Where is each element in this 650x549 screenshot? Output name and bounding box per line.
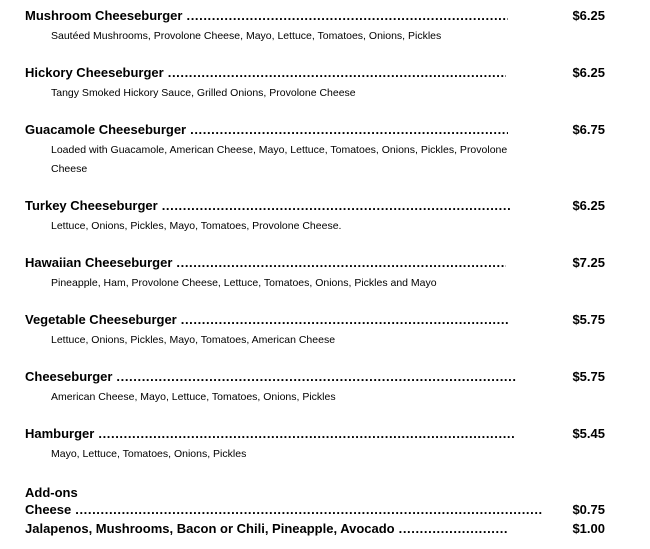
menu-item-line (25, 369, 605, 388)
item-price: $6.75 (572, 122, 605, 137)
item-name: Guacamole Cheeseburger (25, 122, 187, 137)
item-price: $6.25 (572, 8, 605, 23)
menu-item-mushroom-cheeseburger (25, 8, 605, 46)
menu (25, 8, 605, 540)
menu-item-line (25, 312, 605, 331)
item-name: Hawaiian Cheeseburger (25, 255, 173, 270)
item-description: Mayo, Lettuce, Tomatoes, Onions, Pickles (51, 448, 247, 460)
dot-leader (399, 521, 507, 536)
addon-price: $0.75 (572, 502, 605, 517)
dot-leader (116, 369, 516, 384)
item-price: $5.45 (572, 426, 605, 441)
item-price: $5.75 (572, 369, 605, 384)
dot-leader (181, 312, 509, 327)
addon-name: Cheese (25, 502, 72, 517)
item-name: Mushroom Cheeseburger (25, 8, 183, 23)
menu-item-line (25, 65, 605, 84)
item-description: Lettuce, Onions, Pickles, Mayo, Tomatoes, American Cheese (51, 334, 336, 346)
item-price: $6.25 (572, 198, 605, 213)
addon-toppings (25, 521, 605, 540)
item-description: Loaded with Guacamole, American Cheese, Mayo, Lettuce, Tomatoes, Onions, Pickles, Provolone Cheese (51, 144, 508, 175)
dot-leader (75, 502, 543, 517)
item-description: Pineapple, Ham, Provolone Cheese, Lettuce, Tomatoes, Onions, Pickles and Mayo (51, 277, 437, 289)
item-name: Vegetable Cheeseburger (25, 312, 177, 327)
menu-item-line (25, 426, 605, 445)
item-name: Turkey Cheeseburger (25, 198, 158, 213)
menu-item-cheeseburger (25, 369, 605, 407)
addon-price: $1.00 (572, 521, 605, 536)
item-price: $6.25 (572, 65, 605, 80)
menu-item-line (25, 8, 605, 27)
item-description: American Cheese, Mayo, Lettuce, Tomatoes, Onions, Pickles (51, 391, 336, 403)
dot-leader (190, 122, 508, 137)
menu-item-hickory-cheeseburger (25, 65, 605, 103)
menu-item-line (25, 122, 605, 141)
addons-section (25, 483, 605, 540)
item-description: Lettuce, Onions, Pickles, Mayo, Tomatoes, Provolone Cheese. (51, 220, 342, 232)
addons-title: Add-ons (25, 485, 78, 500)
dot-leader (98, 426, 516, 441)
item-name: Hickory Cheeseburger (25, 65, 164, 80)
dot-leader (186, 8, 508, 23)
dot-leader (168, 65, 506, 80)
dot-leader (162, 198, 510, 213)
menu-item-hawaiian-cheeseburger (25, 255, 605, 293)
addon-cheese (25, 502, 605, 521)
menu-item-vegetable-cheeseburger (25, 312, 605, 350)
menu-item-guacamole-cheeseburger (25, 122, 605, 179)
item-description: Sautéed Mushrooms, Provolone Cheese, Mayo, Lettuce, Tomatoes, Onions, Pickles (51, 30, 442, 42)
item-price: $7.25 (572, 255, 605, 270)
item-price: $5.75 (572, 312, 605, 327)
menu-item-hamburger (25, 426, 605, 464)
item-name: Hamburger (25, 426, 95, 441)
item-name: Cheeseburger (25, 369, 113, 384)
menu-item-turkey-cheeseburger (25, 198, 605, 236)
addon-name: Jalapenos, Mushrooms, Bacon or Chili, Pineapple, Avocado (25, 521, 395, 536)
item-description: Tangy Smoked Hickory Sauce, Grilled Onions, Provolone Cheese (51, 87, 356, 99)
menu-item-line (25, 198, 605, 217)
dot-leader (176, 255, 506, 270)
menu-item-line (25, 255, 605, 274)
